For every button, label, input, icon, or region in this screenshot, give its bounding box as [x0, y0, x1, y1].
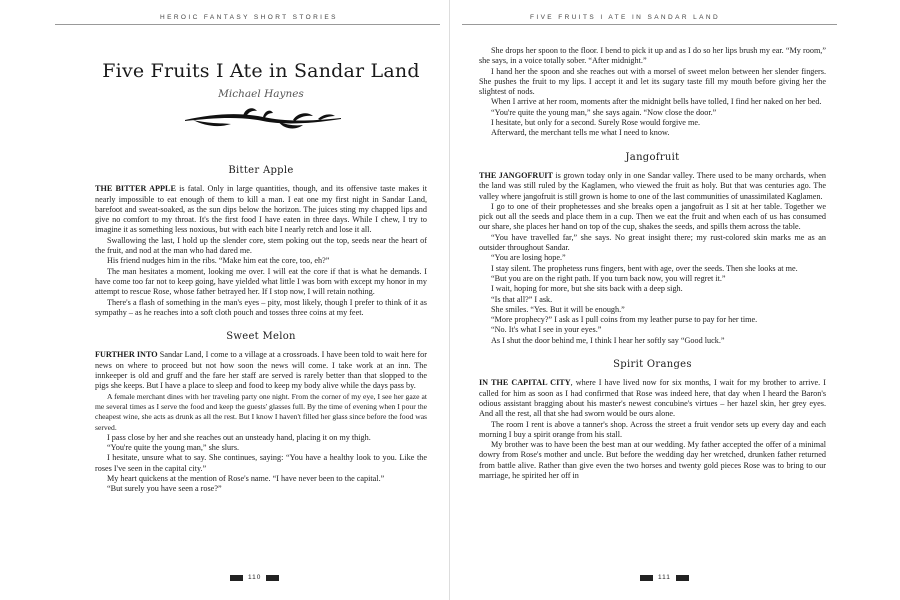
paragraph: I stay silent. The prophetess runs fingers, bent with age, over the seeds. Then she looks at me.: [491, 263, 798, 273]
folio-ornament-icon: [676, 575, 689, 581]
paragraph: Swallowing the last, I hold up the slender core, stem poking out the top, seeds near the heart of the fruit, and nod at the man who had dared me.: [95, 235, 427, 256]
paragraph: The man hesitates a moment, looking me over. I will eat the core if that is what he demands. I have come too far not to keep going, have yielded what little I was born with except my honor in my attempt to rescue Rose, whose father betrayed her. If I stop now, I will retain nothing.: [95, 266, 427, 297]
paragraph: There's a flash of something in the man's eyes – pity, most likely, though I prefer to think of it as sympathy – as he reaches into a soft cloth pouch and tosses three coins at my feet.: [95, 297, 427, 317]
paragraph-text: is fatal. Only in large quantities, though, and its offensive taste makes it nearly impossible to eat enough of them to kill a man. I eat one my first night in Sandar Land, barefoot and sweat-soaked, as the sun dips below the horizon. The juices sting my chapped lips and give no comfort to my throat. It's the first food I have eaten in three days. While I chew, I try to imagine it as something less noxious, but with each bite I nearly retch and lose it all.: [95, 184, 427, 235]
paragraph: “You're quite the young man,” she slurs.: [107, 443, 240, 453]
paragraph: I hesitate, unsure what to say. She continues, saying: “You have a healthy look to you. Like the roses I've seen in the capital city.”: [95, 453, 427, 473]
paragraph: Afterward, the merchant tells me what I need to know.: [491, 128, 670, 138]
paragraph: [95, 184, 427, 235]
paragraph: [479, 378, 826, 419]
paragraph-lead: FURTHER INTO: [95, 350, 158, 360]
paragraph: I pass close by her and she reaches out an unsteady hand, placing it on my thigh.: [107, 432, 371, 442]
paragraph-text: is grown today only in one Sandar valley. There used to be many orchards, when the land was still ruled by the Kaglamen, who viewed the fruit as holy. But that was centuries ago. The valley where jangofruit is still grown is home to one of the last communities of unassimilated Kaglamen.: [479, 170, 827, 201]
right-page: [450, 0, 900, 600]
paragraph: A female merchant dines with her traveling party one night. From the corner of my eye, I see her gaze at me several times as I serve the food and keep the guests' glasses full. By the time of evening when I pour the cheapest wine, she acts as drunk as all the rest. But I know I haven't filled her glass since before the food was served.: [95, 391, 428, 432]
left-column: [95, 166, 427, 495]
paragraph: She smiles. “Yes. But it will be enough.”: [491, 304, 625, 314]
folio-ornament-icon: [640, 575, 653, 581]
paragraph: “You have travelled far,” she says. No great insight there; my rust-colored skin marks me as an outsider throughout Sandar.: [479, 232, 826, 253]
paragraph: [95, 350, 427, 391]
paragraph: [479, 171, 826, 202]
paragraph: She drops her spoon to the floor. I bend to pick it up and as I do so her lips brush my ear. “My room,” she says, in a voice totally sober. “After midnight.”: [479, 46, 826, 66]
folio-number: 111: [658, 574, 671, 581]
paragraph: I hesitate, but only for a second. Surely Rose would forgive me.: [491, 118, 701, 128]
running-head-left: HEROIC FANTASY SHORT STORIES: [160, 14, 338, 21]
paragraph: When I arrive at her room, moments after the midnight bells have tolled, I find her naked on her bed.: [491, 97, 822, 107]
paragraph: His friend nudges him in the ribs. “Make him eat the core, too, eh?”: [107, 256, 330, 266]
paragraph-text: , where I have lived now for six months, I wait for my brother to arrive. I called for him as soon as I had confirmed that Rose was indeed here, that day when I heard the Baron's odious assistant bragging about his master's newest concubine's virtues – her hazel skin, her grey eyes. And all the rest, all that she had sworn would be ours alone.: [479, 378, 826, 419]
paragraph: “But surely you have seen a rose?”: [107, 484, 222, 494]
paragraph: “Is that all?” I ask.: [491, 294, 553, 304]
section-heading: Bitter Apple: [228, 165, 294, 176]
paragraph-lead: THE BITTER APPLE: [95, 184, 176, 194]
running-head-right: FIVE FRUITS I ATE IN SANDAR LAND: [530, 14, 721, 21]
paragraph: “No. It's what I see in your eyes.”: [491, 325, 602, 335]
paragraph: My heart quickens at the mention of Rose's name. “I have never been to the capital.”: [107, 474, 385, 484]
paragraph: My brother was to have been the best man at our wedding. My father accepted the offer of a minimal dowry from Rose's mother and uncle. But before the wedding day her wretched, drunken father returned from battle alive. Rather than give even the two horses and twenty gold pieces Rose was to bring to our marriage, he spirited her off in: [479, 440, 826, 480]
section-heading: Spirit Oranges: [613, 359, 692, 371]
paragraph: The room I rent is above a tanner's shop. Across the street a fruit vendor sets up every day and each morning I buy a spirit orange from his stall.: [479, 419, 826, 439]
paragraph: “You are losing hope.”: [491, 253, 566, 263]
section-heading: Jangofruit: [625, 151, 680, 163]
folio-number: 110: [248, 574, 262, 581]
story-title: Five Fruits I Ate in Sandar Land: [102, 60, 420, 82]
header-rule-right: [462, 24, 837, 25]
paragraph-lead: THE JANGOFRUIT: [479, 170, 553, 180]
paragraph: I wait, hoping for more, but she sits back with a deep sigh.: [491, 284, 683, 294]
page-number-left: [230, 574, 279, 581]
header-rule-left: [55, 24, 440, 25]
folio-ornament-icon: [230, 575, 243, 581]
right-column: [479, 46, 826, 481]
paragraph-lead: IN THE CAPITAL CITY: [479, 378, 571, 388]
paragraph: I hand her the spoon and she reaches out with a morsel of sweet melon between her slender fingers. She pushes the fruit to my lips. I accept it and let its sugary taste fill my mouth before giving her the slightest of nods.: [479, 66, 826, 97]
paragraph: “But you are on the right path. If you turn back now, you will regret it.”: [491, 273, 726, 283]
paragraph: As I shut the door behind me, I think I hear her softly say “Good luck.”: [491, 335, 725, 345]
story-author: Michael Haynes: [218, 88, 304, 100]
paragraph: I go to one of their prophetesses and she breaks open a jangofruit as I sit at her table. Together we pick out all the seeds and place them in a cup. Then we eat the fruit and when each of us has consumed our share, she places her hand on top of the cup, shakes the seeds, and spills them across the table.: [479, 201, 826, 232]
paragraph: “More prophecy?” I ask as I pull coins from my leather purse to pay for her time.: [491, 315, 758, 325]
folio-ornament-icon: [266, 575, 279, 581]
paragraph-text: Sandar Land, I come to a village at a crossroads. I have been told to wait here for news on where to proceed but not how soon the news will come. I take work at an inn. The innkeeper is old and gruff and the fare her staff are served is rarely better than that slopped to the pigs she keeps. But I have a place to sleep and food to keep my body alive while the days pass by.: [95, 350, 427, 391]
page-number-right: [640, 574, 689, 581]
paragraph: “You're quite the young man,” she says again. “Now close the door.”: [491, 107, 717, 117]
flourish-ornament-icon: [183, 104, 343, 134]
section-heading: Sweet Melon: [226, 331, 296, 343]
